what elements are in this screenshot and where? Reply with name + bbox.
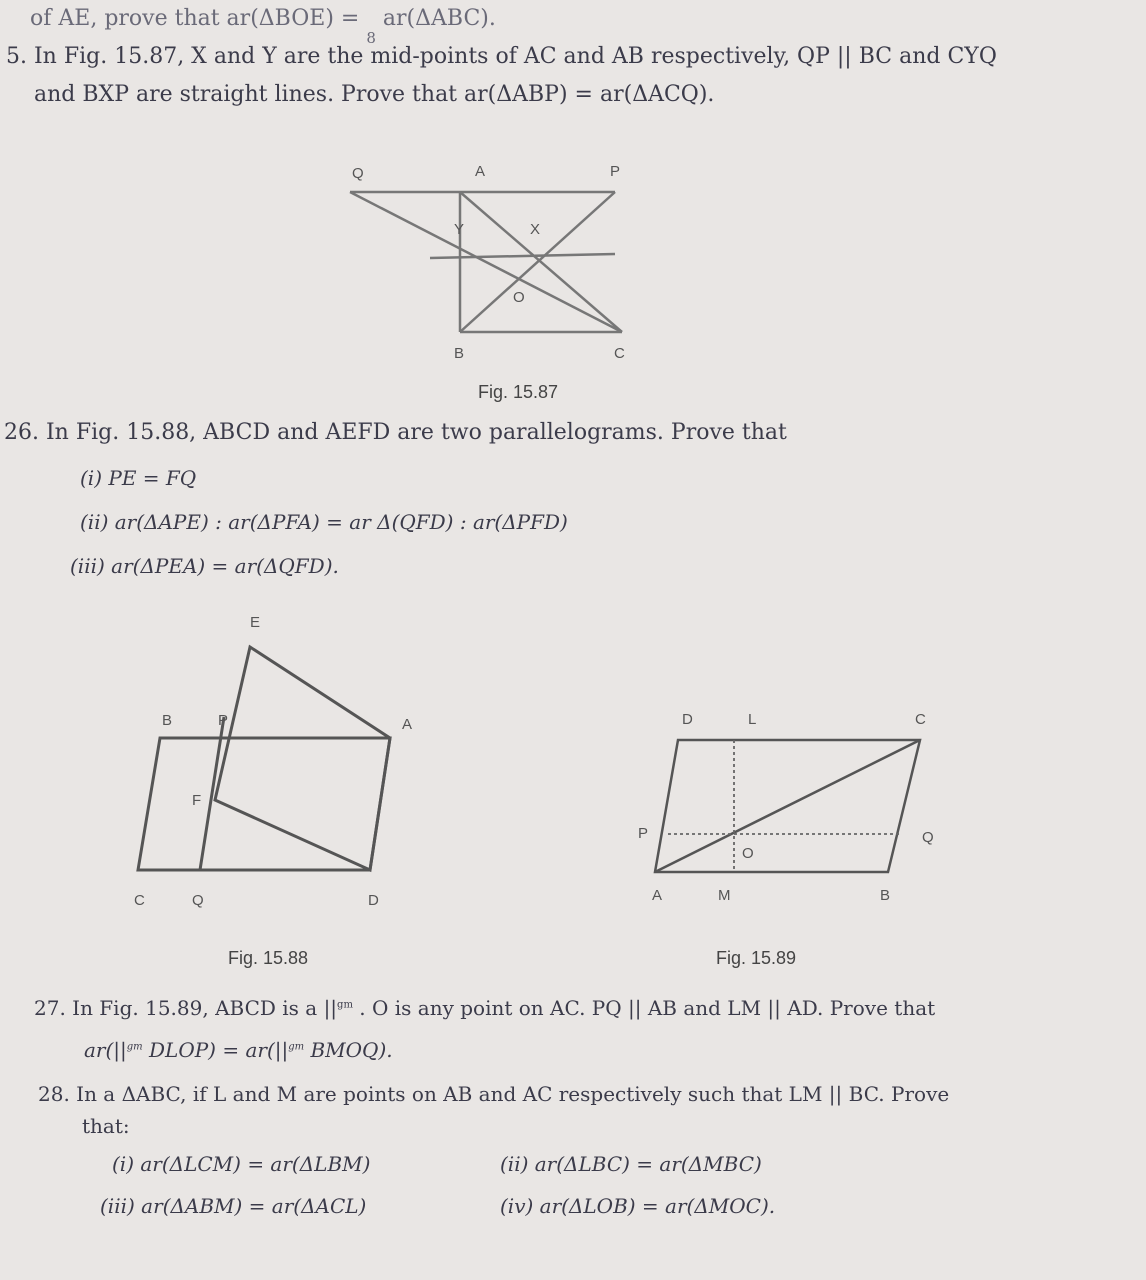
q28-part-ii: (ii) ar(ΔLBC) = ar(ΔMBC) — [500, 1152, 762, 1176]
q28-part-i: (i) ar(ΔLCM) = ar(ΔLBM) — [112, 1152, 371, 1176]
label-O: O — [742, 845, 754, 862]
q26-part-iii: (iii) ar(ΔPEA) = ar(ΔQFD). — [70, 554, 339, 578]
prev-question-tail — [30, 6, 496, 47]
fig-15-89-caption: Fig. 15.89 — [716, 948, 797, 968]
label-B: B — [162, 712, 173, 729]
label-C: C — [915, 711, 926, 728]
q25-line1: 5. In Fig. 15.87, X and Y are the mid-points of AC and AB respectively, QP || BC and CYQ — [6, 44, 997, 69]
label-M: M — [718, 887, 731, 904]
label-D: D — [368, 892, 379, 909]
q27-text-a: 27. In Fig. 15.89, ABCD is a || — [34, 996, 338, 1020]
q27-gm-3: gm — [288, 1041, 305, 1053]
label-Q: Q — [192, 892, 204, 909]
label-Q: Q — [352, 165, 364, 182]
q26-stem: 26. In Fig. 15.88, ABCD and AEFD are two parallelograms. Prove that — [4, 420, 787, 445]
q27-line1 — [34, 996, 935, 1020]
q27-gm-2: gm — [126, 1041, 143, 1053]
label-B: B — [880, 887, 891, 904]
q28-line2: that: — [82, 1114, 130, 1138]
label-F: F — [192, 792, 202, 809]
label-P: P — [638, 825, 649, 842]
pq-line — [200, 717, 224, 870]
q25-line2: and BXP are straight lines. Prove that ar(ΔABP) = ar(ΔACQ). — [34, 82, 715, 107]
parallelogram-aefd — [215, 647, 390, 870]
label-X: X — [530, 221, 541, 238]
label-Q: Q — [922, 829, 934, 846]
q28-line1: 28. In a ΔABC, if L and M are points on AB and AC respectively such that LM || BC. Prove — [38, 1082, 950, 1106]
q27-ar-1: ar(|| — [84, 1038, 127, 1062]
figure-15-89 — [630, 700, 950, 910]
prev-question-text: of AE, prove that ar(ΔBOE) = — [30, 6, 367, 31]
figure-15-88 — [120, 605, 440, 915]
label-C: C — [134, 892, 145, 909]
q26-part-i: (i) PE = FQ — [80, 466, 197, 490]
figure-15-87 — [330, 150, 660, 380]
label-P: P — [610, 163, 621, 180]
parallelogram-abcd — [138, 738, 390, 870]
label-B: B — [454, 345, 465, 362]
q27-end: BMOQ). — [304, 1038, 393, 1062]
label-O: O — [513, 289, 525, 306]
fraction-denominator: 8 — [366, 29, 376, 47]
prev-question-end: ar(ΔABC). — [382, 6, 496, 31]
label-Y: Y — [454, 221, 465, 238]
q26-part-ii: (ii) ar(ΔAPE) : ar(ΔPFA) = ar Δ(QFD) : ar(ΔPFD) — [80, 510, 568, 534]
label-C: C — [614, 345, 625, 362]
q27-gm-1: gm — [337, 999, 353, 1011]
fig-15-87-caption: Fig. 15.87 — [478, 382, 559, 402]
label-D: D — [682, 711, 693, 728]
label-E: E — [250, 614, 261, 631]
q27-mid: DLOP) = ar(|| — [142, 1038, 289, 1062]
q28-part-iv: (iv) ar(ΔLOB) = ar(ΔMOC). — [500, 1194, 776, 1218]
fig-15-88-caption: Fig. 15.88 — [228, 948, 309, 968]
xy-line — [430, 254, 615, 258]
q27-line2 — [84, 1038, 393, 1062]
label-A: A — [652, 887, 663, 904]
label-L: L — [748, 711, 757, 728]
label-A: A — [475, 163, 486, 180]
label-P: P — [218, 712, 229, 729]
label-A: A — [402, 716, 413, 733]
diagonal-ac — [655, 740, 920, 872]
q27-text-b: . O is any point on AC. PQ || AB and LM || AD. Prove that — [352, 996, 936, 1020]
q28-part-iii: (iii) ar(ΔABM) = ar(ΔACL) — [100, 1194, 367, 1218]
